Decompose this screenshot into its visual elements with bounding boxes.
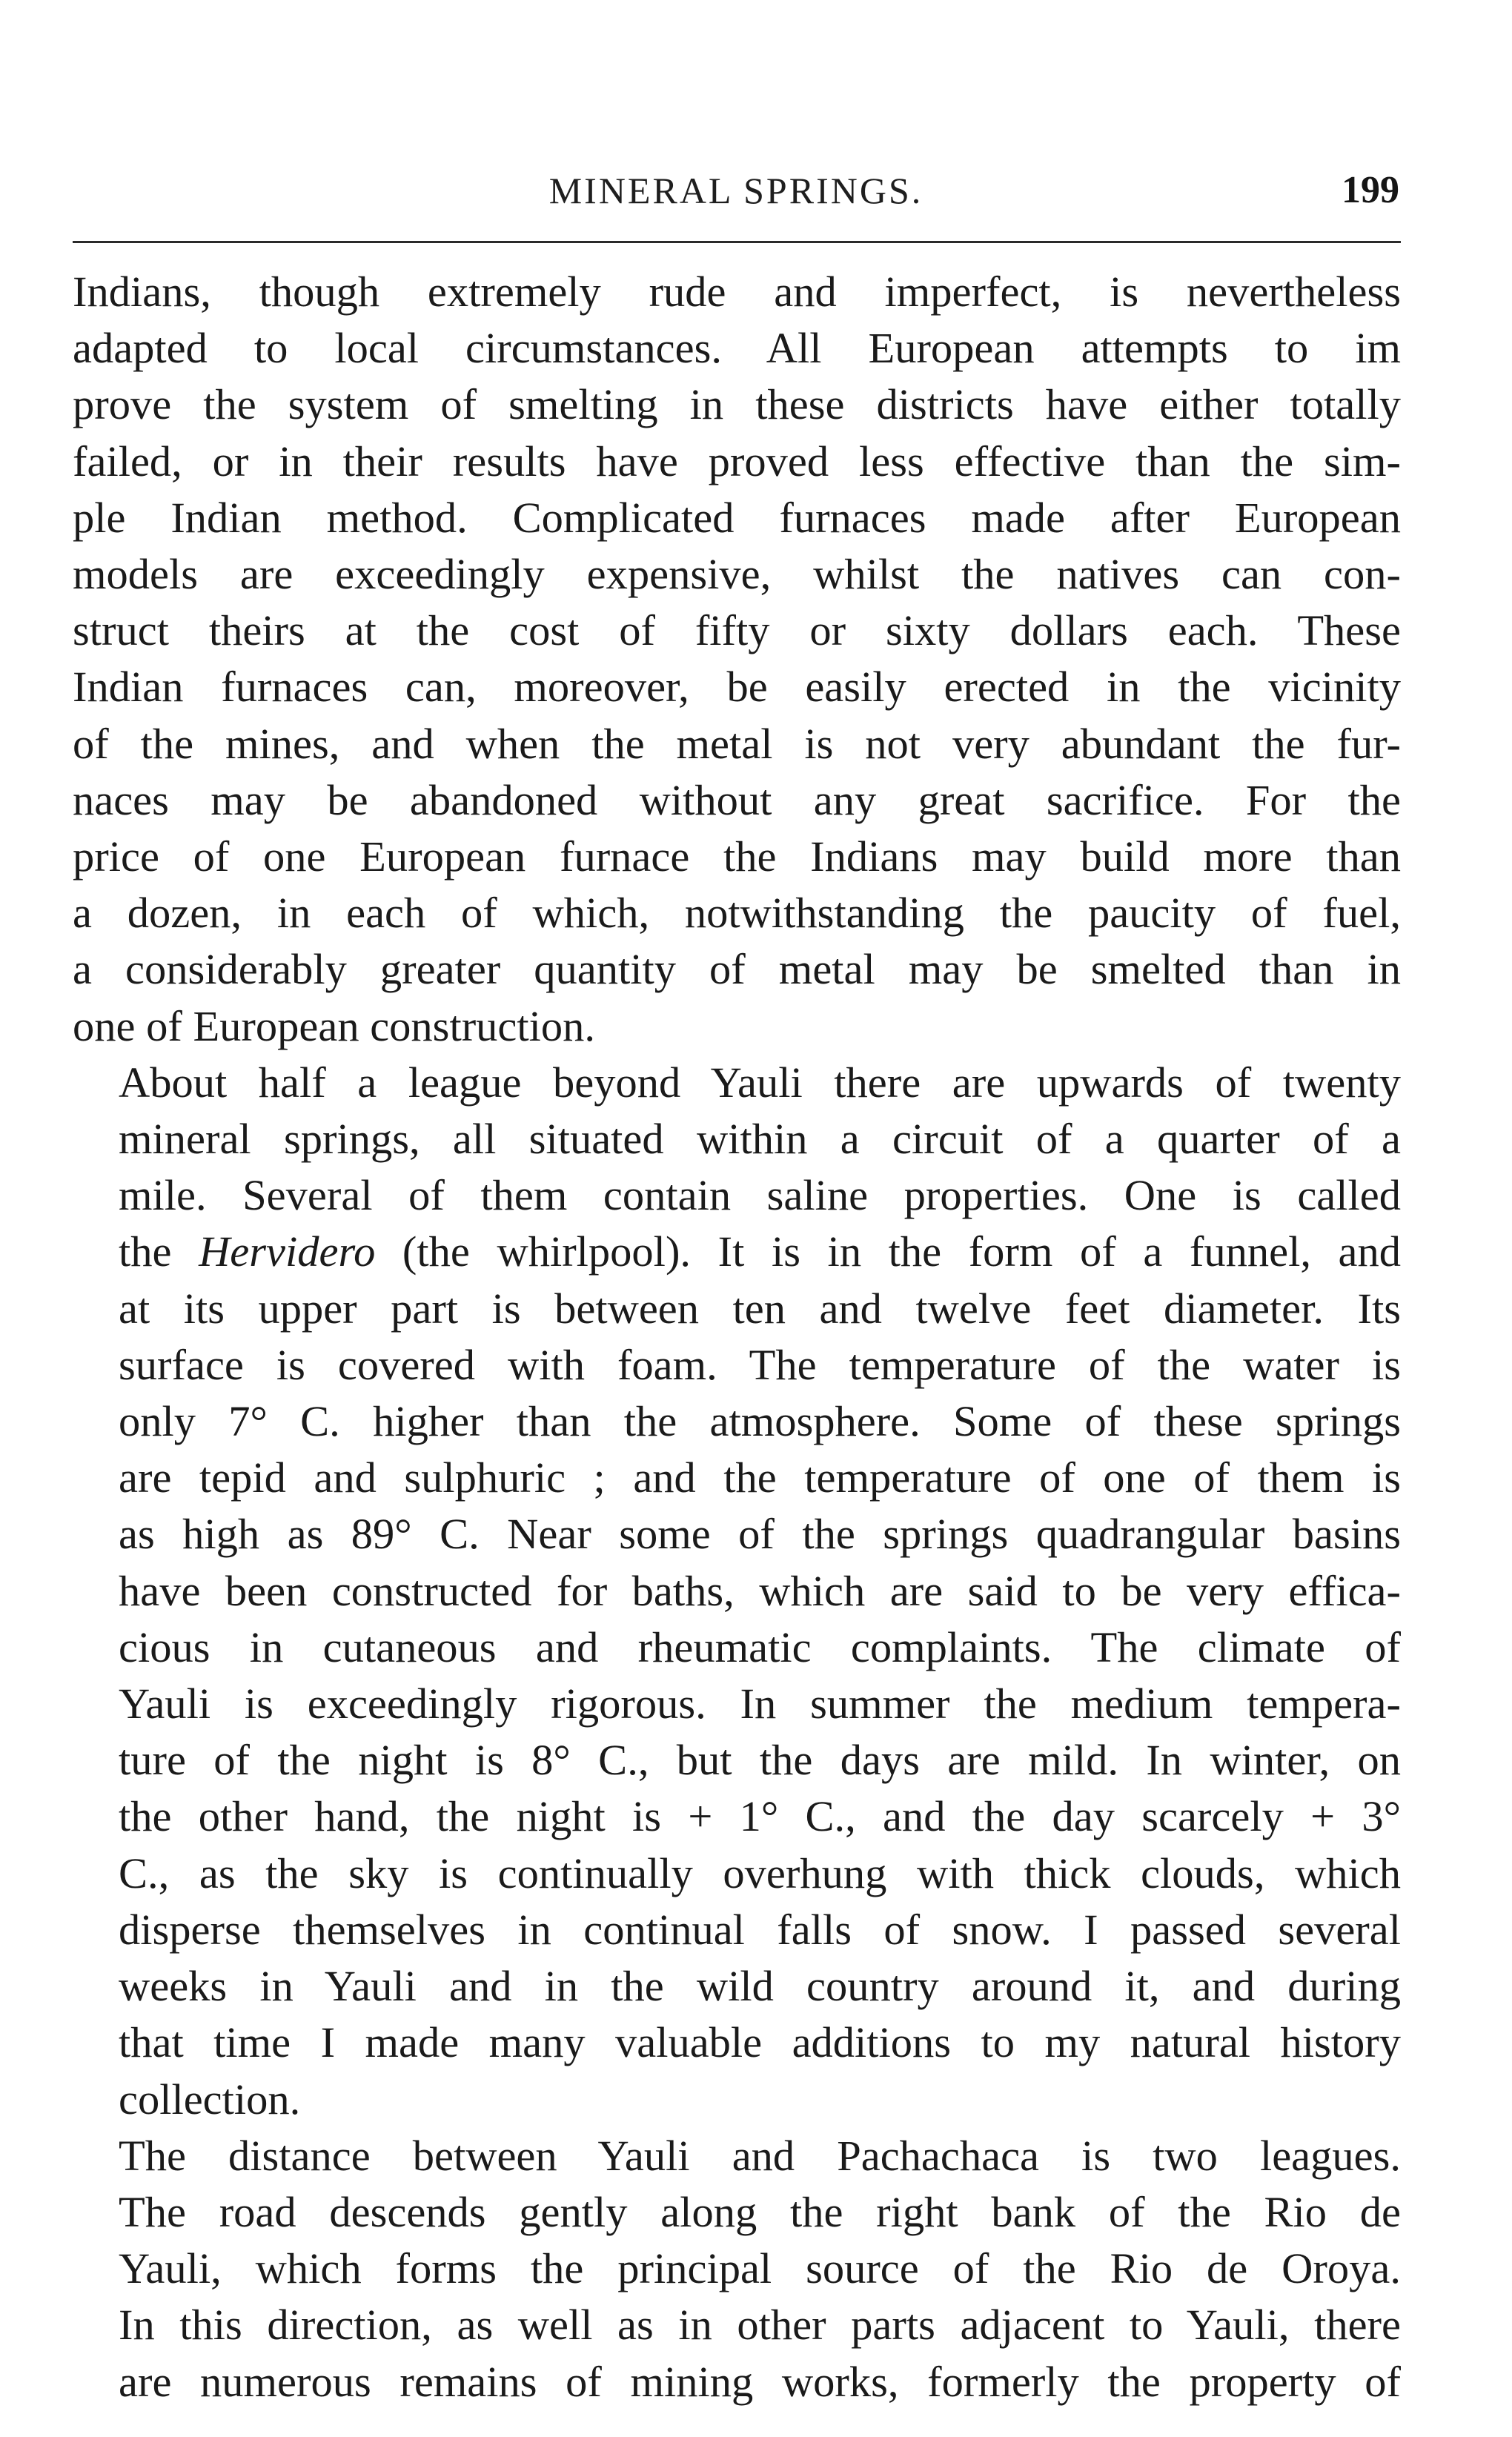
text-line: Indians, though extremely rude and imperfect, is nevertheless xyxy=(73,268,1401,316)
text-line: mile. Several of them contain saline properties. One is called xyxy=(119,1171,1401,1220)
paragraph-1 xyxy=(73,264,1401,1055)
text-line: weeks in Yauli and in the wild country around it, and during xyxy=(119,1962,1401,2011)
text-line: C., as the sky is continually overhung with thick clouds, which xyxy=(119,1849,1401,1897)
text-line: one of European construction. xyxy=(73,1001,596,1050)
page-number: 199 xyxy=(1342,169,1399,211)
header-rule xyxy=(73,241,1401,243)
text-line: collection. xyxy=(119,2075,301,2123)
body-text xyxy=(73,264,1401,2410)
text-line: prove the system of smelting in these districts have either totally xyxy=(73,380,1401,429)
text-line: that time I made many valuable additions to my natural history xyxy=(119,2018,1401,2067)
text-line: ple Indian method. Complicated furnaces made after European xyxy=(73,493,1401,542)
text-line: the Hervidero (the whirlpool). It is in the form of a funnel, and xyxy=(119,1227,1402,1276)
text-line: the other hand, the night is + 1° C., and the day scarcely + 3° xyxy=(119,1792,1401,1841)
text-line: cious in cutaneous and rheumatic complaints. The climate of xyxy=(119,1622,1401,1671)
text-line: The road descends gently along the right bank of the Rio de xyxy=(119,2187,1401,2236)
text-line: adapted to local circumstances. All European attempts to im xyxy=(73,324,1401,373)
running-title: MINERAL SPRINGS. xyxy=(548,170,924,211)
text-line: Yauli, which forms the principal source of the Rio de Oroya. xyxy=(119,2244,1401,2293)
text-line: at its upper part is between ten and twelve feet diameter. Its xyxy=(119,1284,1401,1333)
text-line: models are exceedingly expensive, whilst the natives can con- xyxy=(73,550,1401,599)
running-head xyxy=(73,165,1399,216)
text-line: have been constructed for baths, which are said to be very effica- xyxy=(119,1566,1401,1615)
text-line: Yauli is exceedingly rigorous. In summer the medium tempera- xyxy=(119,1680,1401,1728)
text-line: disperse themselves in continual falls of snow. I passed several xyxy=(119,1905,1401,1954)
text-line: In this direction, as well as in other parts adjacent to Yauli, there xyxy=(119,2301,1401,2350)
text-line: Indian furnaces can, moreover, be easily erected in the vicinity xyxy=(73,663,1401,712)
paragraph-3 xyxy=(73,2128,1401,2410)
text-line: The distance between Yauli and Pachachaca is two leagues. xyxy=(119,2131,1401,2180)
text-line: ture of the night is 8° C., but the days are mild. In winter, on xyxy=(119,1736,1401,1785)
text-line: a considerably greater quantity of metal may be smelted than in xyxy=(73,945,1401,994)
text-line: failed, or in their results have proved less effective than the sim- xyxy=(73,437,1401,485)
text-line: only 7° C. higher than the atmosphere. Some of these springs xyxy=(119,1397,1401,1446)
text-line: are tepid and sulphuric ; and the temperature of one of them is xyxy=(119,1453,1401,1502)
paragraph-2 xyxy=(73,1055,1401,2128)
text-line: surface is covered with foam. The temperature of the water is xyxy=(119,1340,1401,1389)
text-line: mineral springs, all situated within a circuit of a quarter of a xyxy=(119,1115,1401,1164)
text-line: price of one European furnace the Indians may build more than xyxy=(73,832,1401,881)
text-line: About half a league beyond Yauli there are upwards of twenty xyxy=(119,1058,1401,1107)
text-line: struct theirs at the cost of fifty or sixty dollars each. These xyxy=(73,606,1401,655)
text-line: naces may be abandoned without any great sacrifice. For the xyxy=(73,775,1401,824)
italic-term-hervidero: Hervidero xyxy=(199,1227,376,1276)
text-line: a dozen, in each of which, notwithstanding the paucity of fuel, xyxy=(73,889,1401,938)
text-line: of the mines, and when the metal is not very abundant the fur- xyxy=(73,719,1401,768)
text-line: are numerous remains of mining works, formerly the property of xyxy=(119,2357,1401,2406)
text-line: as high as 89° C. Near some of the springs quadrangular basins xyxy=(119,1510,1401,1559)
